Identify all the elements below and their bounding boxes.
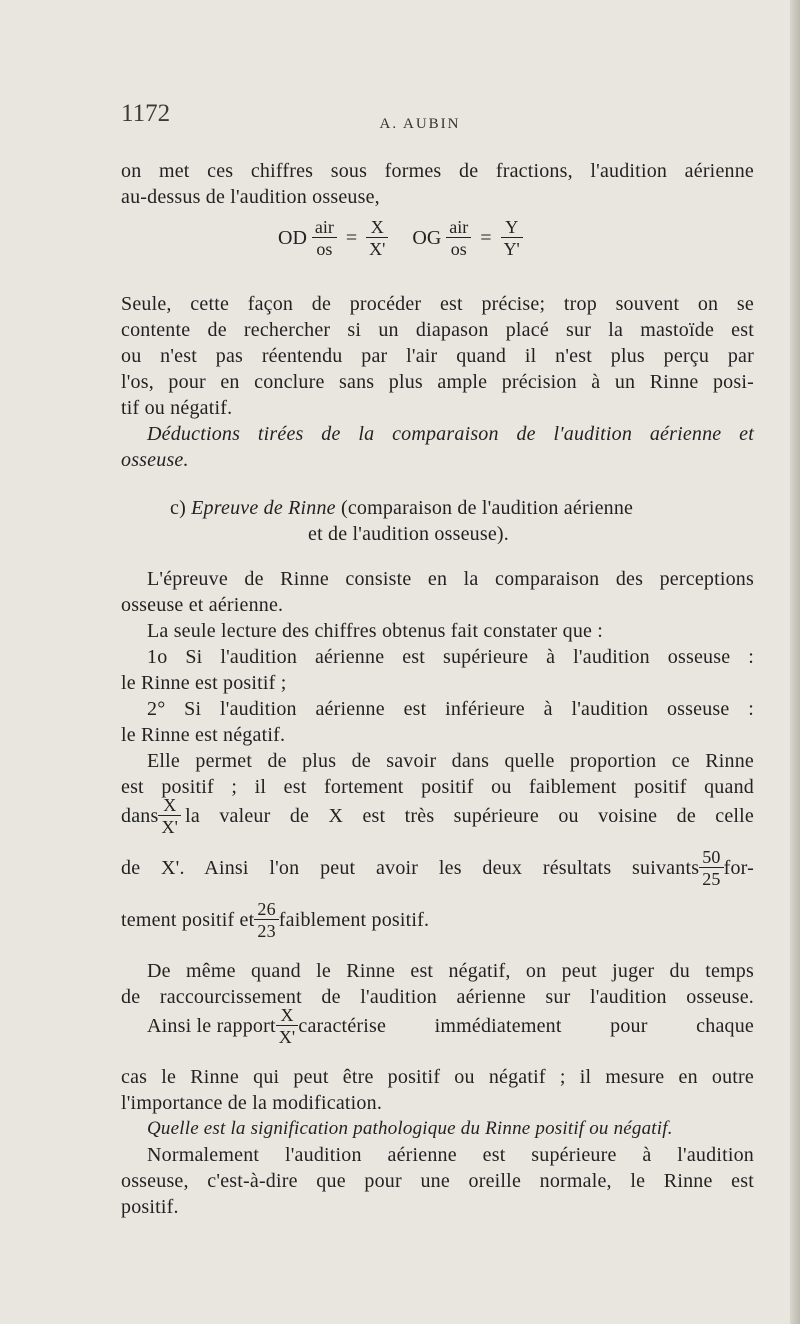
section-heading: Quelle est la signification pathologique du Rinne positif ou négatif. [147,1118,673,1139]
text-line: on met ces chiffres sous formes de fractions, l'audition aérienne [121,160,754,182]
text-line: Seule, cette façon de procéder est précise; trop souvent on se [121,293,754,315]
text-line: est positif ; il est fortement positif ou faiblement positif quand [121,776,754,798]
formula-od: OD [278,226,307,249]
section-heading: Déductions tirées de la comparaison de l'audition aérienne et [147,423,754,445]
text-line: tif ou négatif. [121,397,233,419]
text-line: Normalement l'audition aérienne est supérieure à l'audition [147,1144,754,1166]
text-line: De même quand le Rinne est négatif, on peut juger du temps [147,960,754,982]
fraction-x-xprime: $\frac{X}{X'}$ [276,1006,299,1046]
text-line: au-dessus de l'audition osseuse, [121,186,380,208]
subsection-heading: c) Epreuve de Rinne (comparaison de l'audition aérienne [170,497,634,519]
text-line: Elle permet de plus de savoir dans quelle proportion ce Rinne [147,750,754,772]
text-line: positif. [121,1196,179,1218]
text-line: cas le Rinne qui peut être positif ou négatif ; il mesure en outre [121,1066,754,1088]
text-line: osseuse, c'est-à-dire que pour une oreille normale, le Rinne est [121,1170,754,1192]
text-line: La seule lecture des chiffres obtenus fait constater que : [147,620,604,642]
running-header [0,116,800,133]
subsection-heading: et de l'audition osseuse). [308,523,509,545]
text-line: l'importance de la modification. [121,1092,383,1114]
fraction-air-os: $\frac{\text{air}}{os}$ [312,218,337,258]
fraction-air-os: $\frac{\text{air}}{os}$ [446,218,471,258]
rinne-formula [278,218,523,258]
text-line: 1o Si l'audition aérienne est supérieure à l'audition osseuse : [147,646,754,668]
fraction-50-25: $\frac{50}{25}$ [699,848,723,888]
text-line: L'épreuve de Rinne consiste en la comparaison des perceptions [147,568,754,590]
text-line: 2° Si l'audition aérienne est inférieure à l'audition osseuse : [147,698,754,720]
equals-sign: = [480,226,492,249]
text-line: le Rinne est positif ; [121,672,287,694]
text-line: dans $\frac{X}{X'}$ la valeur de X est très supérieure ou voisine de celle [121,795,754,837]
page-edge [790,0,800,1324]
text-line: le Rinne est négatif. [121,724,286,746]
page-number: 1172 [121,100,171,127]
fraction-x-xprime: $\frac{X}{X'}$ [158,796,181,836]
text-line: l'os, pour en conclure sans plus ample précision à un Rinne posi- [121,371,754,393]
text-line: Ainsi le rapport $\frac{X}{X'}$ caractérise immédiatement pour chaque [147,1005,754,1047]
text-line: tement positif et $\frac{26}{23}$ faiblement positif. [121,899,430,941]
equals-sign: = [345,226,358,249]
text-line: de raccourcissement de l'audition aérienne sur l'audition osseuse. [121,986,754,1008]
text-line: osseuse et aérienne. [121,594,284,616]
section-heading: osseuse. [121,449,189,471]
fraction-y-yprime: $\frac{Y}{Y'}$ [501,218,523,258]
fraction-x-xprime: $\frac{X}{X'}$ [366,218,388,258]
fraction-26-23: $\frac{26}{23}$ [254,900,278,940]
text-line: ou n'est pas réentendu par l'air quand il n'est plus perçu par [121,345,754,367]
author-name: A. AUBIN [379,116,461,132]
text-line: contente de rechercher si un diapason placé sur la mastoïde est [121,319,754,341]
text-line: de X'. Ainsi l'on peut avoir les deux résultats suivants $\frac{50}{25}$ for- [121,847,754,889]
formula-og: OG [412,226,442,249]
